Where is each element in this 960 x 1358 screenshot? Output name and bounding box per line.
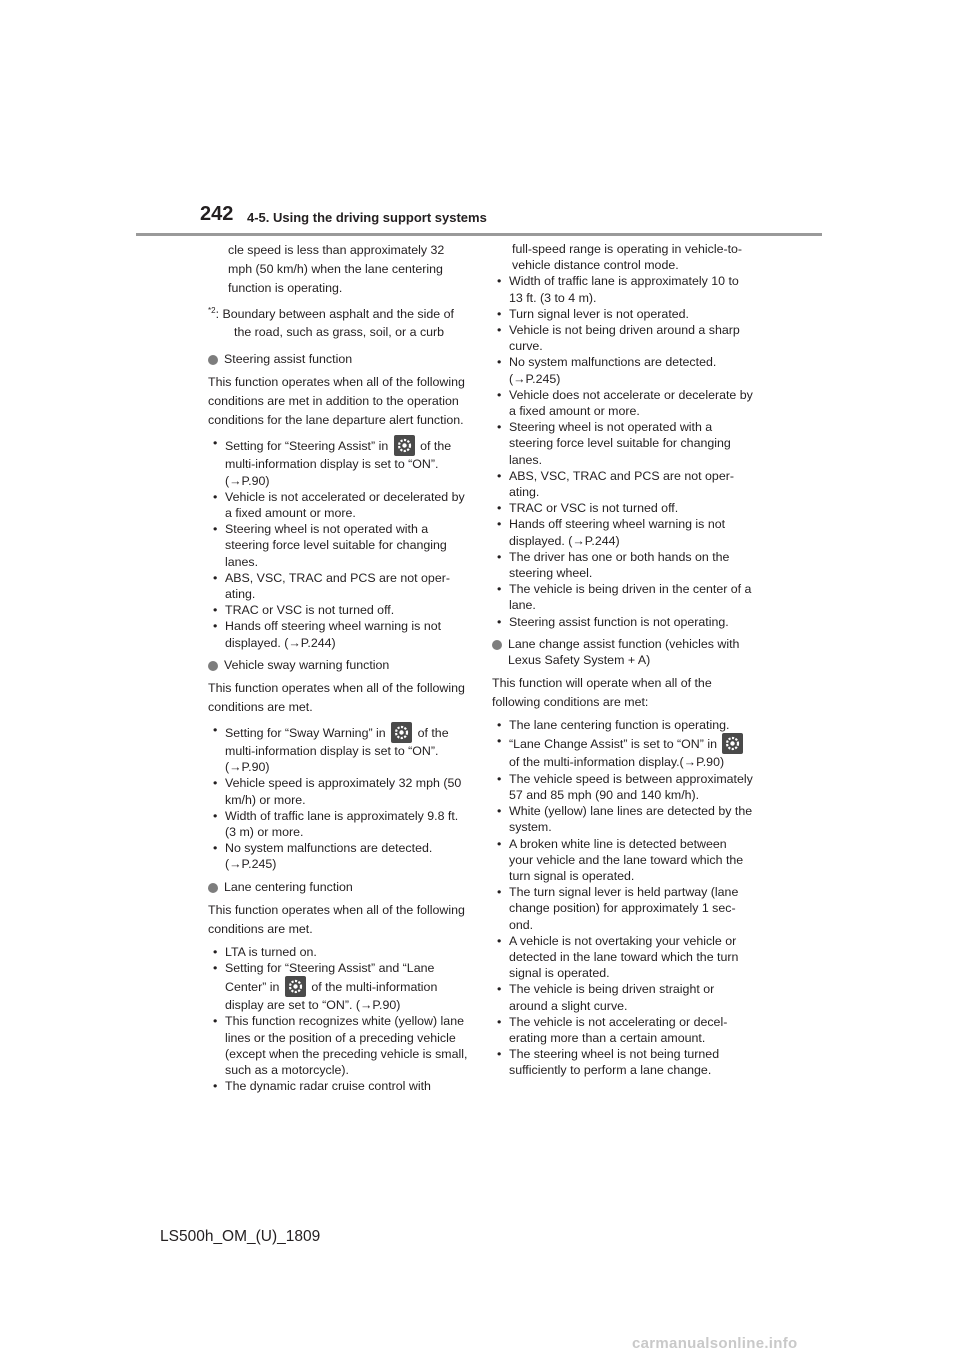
gear-icon [722,733,743,754]
paragraph: This function operates when all of the following conditions are met. [208,902,465,936]
list-item: • Hands off steering wheel warning is not displayed. (→P.244) [208,618,470,650]
list-item: • Steering assist function is not operating. [492,614,754,630]
list-item: • The vehicle speed is between approximately 57 and 85 mph (90 and 140 km/h). [492,771,754,803]
list-item: • A broken white line is detected between your vehicle and the lane toward which the turn signal is operated. [492,836,754,885]
heading-text: Lane change assist function (vehicles with Lexus Safety System + A) [508,636,740,668]
condition-list [492,273,754,629]
list-item [208,435,470,488]
list-item: • TRAC or VSC is not turned off. [208,602,470,618]
list-item [208,960,470,1013]
list-item: • This function recognizes white (yellow) lane lines or the position of a preceding vehicle (except when the preceding vehicle is small, such as a motorcycle). [208,1013,470,1078]
list-item: • White (yellow) lane lines are detected by the system. [492,803,754,835]
paragraph: This function operates when all of the following conditions are met. [208,680,465,714]
list-item: • TRAC or VSC is not turned off. [492,500,754,516]
left-column [208,241,470,1100]
condition-list [492,717,754,1078]
list-item: • ABS, VSC, TRAC and PCS are not operating. [492,468,754,500]
bullet-dot-icon [208,661,218,671]
list-item: • No system malfunctions are detected. (→P.245) [208,840,470,872]
list-item: • Vehicle is not accelerated or decelerated by a fixed amount or more. [208,489,470,521]
list-item: • The turn signal lever is held partway (lane change position) for approximately 1 second. [492,884,754,933]
list-item: • LTA is turned on. [208,944,470,960]
watermark: carmanualsonline.info [632,1335,798,1352]
list-item: • The vehicle is not accelerating or decelerating more than a certain amount. [492,1014,754,1046]
list-item [492,733,754,770]
list-item: • Vehicle does not accelerate or decelerate by a fixed amount or more. [492,387,754,419]
list-item: • The vehicle is being driven in the center of a lane. [492,581,754,613]
list-item: • The driver has one or both hands on the steering wheel. [492,549,754,581]
section-heading-steering-assist [208,351,470,367]
list-item: • Steering wheel is not operated with a steering force level suitable for changing lanes. [492,419,754,468]
list-item: • No system malfunctions are detected. (→P.245) [492,354,754,386]
continued-text: full-speed range is operating in vehicle-to-vehicle distance control mode. [512,242,743,273]
list-item-text: Setting for “Steering Assist” in [225,439,389,454]
list-item: • Turn signal lever is not operated. [492,306,754,322]
list-item-text: of the multi-information display is set to “ON”. (→P.90) [225,725,449,775]
heading-text: Vehicle sway warning function [224,657,390,672]
list-item: • The steering wheel is not being turned sufficiently to perform a lane change. [492,1046,754,1078]
list-item-text: Setting for “Sway Warning” in [225,725,386,740]
section-title: 4-5. Using the driving support systems [247,210,487,225]
gear-icon [394,435,415,456]
section-heading-lane-change-assist [492,636,754,668]
header-rule [136,233,822,236]
list-item-text: of the multi-information display is set to “ON”. (→P.90) [225,439,452,488]
condition-list [208,722,470,873]
right-column [492,241,754,1085]
list-item-text: of the multi-information display are set to “ON”. (→P.90) [225,980,438,1013]
condition-list [208,944,470,1095]
heading-text: Steering assist function [224,352,353,367]
continued-text: cle speed is less than approximately 32 mph (50 km/h) when the lane centering function is operating. [228,243,445,295]
list-item: • Width of traffic lane is approximately 9.8 ft. (3 m) or more. [208,808,470,840]
bullet-dot-icon [208,355,218,365]
gear-icon [391,722,412,743]
list-item: • The vehicle is being driven straight or around a slight curve. [492,981,754,1013]
paragraph: This function operates when all of the following conditions are met in addition to the operation conditions for the lane departure alert function. [208,375,465,428]
list-item-text: of the multi-information display.(→P.90) [509,755,725,770]
footnote-mark: *2 [208,306,216,315]
list-item: • A vehicle is not overtaking your vehicle or detected in the lane toward which the turn signal is operated. [492,933,754,982]
list-item: • The lane centering function is operating. [492,717,754,733]
paragraph: This function will operate when all of the following conditions are met: [492,676,712,710]
section-heading-sway-warning [208,657,470,673]
list-item [208,722,470,775]
section-heading-lane-centering [208,879,470,895]
list-item: • Steering wheel is not operated with a steering force level suitable for changing lanes. [208,521,470,570]
bullet-dot-icon [492,640,502,650]
list-item: • The dynamic radar cruise control with [208,1078,470,1094]
list-item-text: Setting for “Steering Assist” and “Lane Center” in [225,961,435,995]
heading-text: Lane centering function [224,879,353,894]
list-item: • ABS, VSC, TRAC and PCS are not operating. [208,570,470,602]
page-number: 242 [200,203,234,225]
footnote [208,302,470,341]
list-item: • Vehicle is not being driven around a sharp curve. [492,322,754,354]
list-item-text: “Lane Change Assist” is set to “ON” in [509,737,717,752]
list-item: • Width of traffic lane is approximately 10 to 13 ft. (3 to 4 m). [492,273,754,305]
list-item: • Hands off steering wheel warning is not displayed. (→P.244) [492,516,754,548]
list-item: • Vehicle speed is approximately 32 mph (50 km/h) or more. [208,775,470,807]
gear-icon [285,976,306,997]
condition-list [208,435,470,650]
bullet-dot-icon [208,883,218,893]
footer-doc-id: LS500h_OM_(U)_1809 [160,1228,321,1245]
footnote-text: : Boundary between asphalt and the side of the road, such as grass, soil, or a curb [215,307,454,340]
